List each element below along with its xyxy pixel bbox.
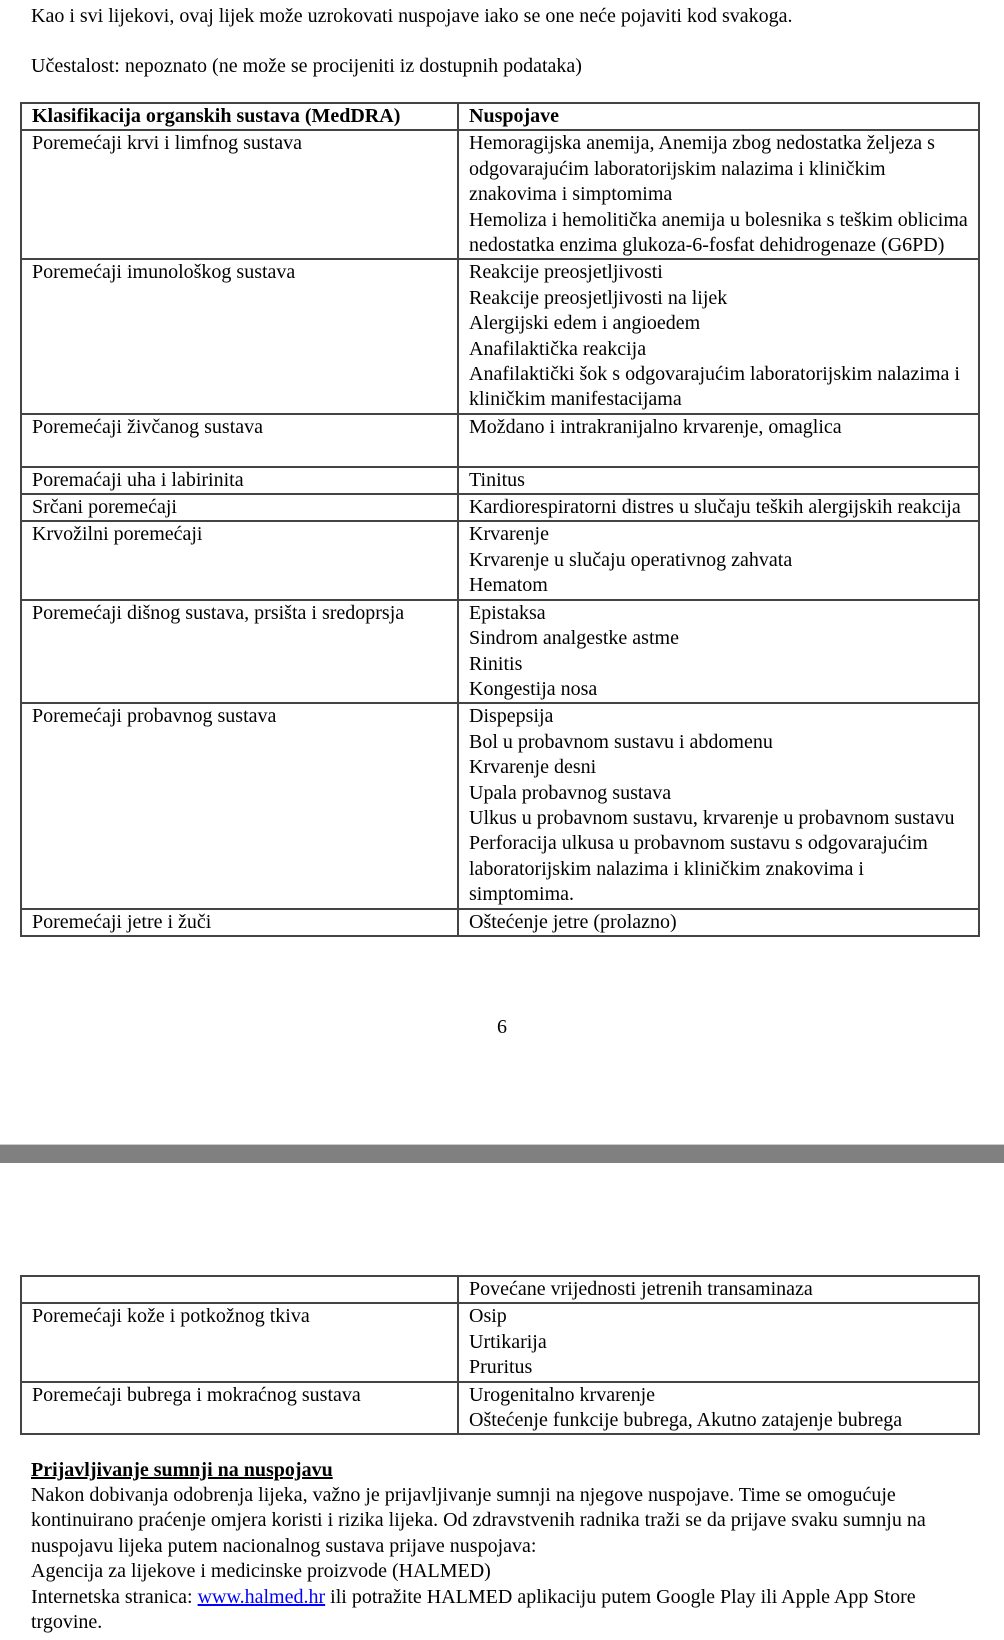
table-row xyxy=(21,259,979,413)
side-effect-item: Pruritus xyxy=(469,1356,533,1379)
table-row xyxy=(21,414,979,467)
side-effect-item: Reakcije preosjetljivosti xyxy=(469,261,663,284)
side-effect-item: Kongestija nosa xyxy=(469,677,598,700)
organ-class-cell: Poremećaji živčanog sustava xyxy=(21,414,458,467)
organ-class-cell: Krvožilni poremećaji xyxy=(21,521,458,599)
side-effect-item: Dispepsija xyxy=(469,705,554,728)
side-effect-item: Tinitus xyxy=(469,468,525,491)
organ-class-cell: Poremaćaji uha i labirinita xyxy=(21,467,458,494)
side-effects-cell xyxy=(458,1303,979,1381)
intro-text: Kao i svi lijekovi, ovaj lijek može uzrokovati nuspojave iako se one neće pojaviti kod svakoga. xyxy=(31,5,793,27)
table-header-row xyxy=(21,103,979,130)
side-effects-cell xyxy=(458,600,979,704)
organ-class-cell: Poremećaji krvi i limfnog sustava xyxy=(21,130,458,259)
side-effect-item: Urtikarija xyxy=(469,1330,547,1353)
adverse-effects-table xyxy=(20,102,980,937)
side-effects-cell xyxy=(458,467,979,494)
side-effects-cell xyxy=(458,521,979,599)
reporting-section xyxy=(31,1483,981,1635)
organ-class-cell: Poremećaji probavnog sustava xyxy=(21,703,458,908)
organ-class-cell: Poremećaji bubrega i mokraćnog sustava xyxy=(21,1382,458,1435)
side-effects-cell xyxy=(458,414,979,467)
table-row xyxy=(21,1382,979,1435)
website-suffix: ili potražite HALMED aplikaciju putem Google Play ili Apple App Store trgovine. xyxy=(31,1585,916,1634)
table-row xyxy=(21,1276,979,1303)
table-row xyxy=(21,130,979,259)
adverse-effects-table-continued xyxy=(20,1275,980,1435)
organ-class-cell: Poremećaji jetre i žuči xyxy=(21,909,458,936)
side-effect-item: Povećane vrijednosti jetrenih transaminaza xyxy=(469,1278,813,1300)
side-effect-item: Oštećenje funkcije bubrega, Akutno zatajenje bubrega xyxy=(469,1409,903,1432)
page-separator xyxy=(0,1144,1004,1163)
side-effects-cell xyxy=(458,909,979,936)
side-effect-item: Osip xyxy=(469,1305,507,1328)
side-effect-item: Kardiorespiratorni distres u slučaju teških alergijskih reakcija xyxy=(469,496,961,519)
table-row xyxy=(21,703,979,908)
table-row xyxy=(21,600,979,704)
side-effect-item: Krvarenje xyxy=(469,523,549,546)
frequency-text: Učestalost: nepoznato (ne može se procijeniti iz dostupnih podataka) xyxy=(31,55,582,77)
organ-class-cell: Poremećaji dišnog sustava, prsišta i sredoprsja xyxy=(21,600,458,704)
side-effect-item: Krvarenje desni xyxy=(469,756,597,779)
table-row xyxy=(21,1303,979,1381)
side-effects-cell xyxy=(458,494,979,521)
side-effect-item: Oštećenje jetre (prolazno) xyxy=(469,910,677,933)
side-effect-item: Anafilaktički šok s odgovarajućim laboratorijskim nalazima i kliničkim manifestacijama xyxy=(469,363,960,411)
website-line xyxy=(31,1585,981,1636)
side-effect-item: Perforacija ulkusa u probavnom sustavu s odgovarajućim laboratorijskim nalazima i kliničkim znakovima i simptomima. xyxy=(469,832,928,906)
side-effect-item: Hemoragijska anemija, Anemija zbog nedostatka željeza s odgovarajućim laboratorijskim nalazima i kliničkim znakovima i simptomima xyxy=(469,132,935,206)
side-effect-item: Hematom xyxy=(469,574,548,597)
side-effect-item: Urogenitalno krvarenje xyxy=(469,1383,656,1406)
organ-class-cell: Poremećaji imunološkog sustava xyxy=(21,259,458,413)
organ-class-cell: Srčani poremećaji xyxy=(21,494,458,521)
table-row xyxy=(21,521,979,599)
side-effects-cell xyxy=(458,1276,979,1303)
side-effect-item: Anafilaktička reakcija xyxy=(469,337,647,360)
header-organ-class: Klasifikacija organskih sustava (MedDRA) xyxy=(21,103,458,130)
organ-class-cell: Poremećaji kože i potkožnog tkiva xyxy=(21,1303,458,1381)
side-effect-item: Alergijski edem i angioedem xyxy=(469,312,701,335)
agency-name: Agencija za lijekove i medicinske proizvode (HALMED) xyxy=(31,1560,491,1583)
table-row xyxy=(21,909,979,936)
side-effect-item: Reakcije preosjetljivosti na lijek xyxy=(469,286,728,309)
reporting-paragraph: Nakon dobivanja odobrenja lijeka, važno je prijavljivanje sumnji na njegove nuspojave. Time se omogućuje kontinuirano praćenje omjera koristi i rizika lijeka. Od zdravstvenih radnika traži se da prijave svaku sumnju na nuspojavu lijeka putem nacionalnog sustava prijave nuspojava: xyxy=(31,1484,926,1557)
side-effect-item: Sindrom analgestke astme xyxy=(469,627,679,650)
website-prefix: Internetska stranica: xyxy=(31,1585,198,1608)
page-number: 6 xyxy=(497,1016,507,1038)
side-effect-item: Krvarenje u slučaju operativnog zahvata xyxy=(469,548,793,571)
side-effects-cell xyxy=(458,130,979,259)
side-effect-item: Moždano i intrakranijalno krvarenje, omaglica xyxy=(469,415,842,438)
table-row xyxy=(21,494,979,521)
halmed-link[interactable]: www.halmed.hr xyxy=(197,1585,326,1608)
side-effect-item: Epistaksa xyxy=(469,601,546,624)
side-effect-item: Ulkus u probavnom sustavu, krvarenje u probavnom sustavu xyxy=(469,806,955,829)
reporting-heading: Prijavljivanje sumnji na nuspojavu xyxy=(31,1459,333,1481)
side-effects-cell xyxy=(458,259,979,413)
side-effects-cell xyxy=(458,703,979,908)
side-effect-item: Rinitis xyxy=(469,652,523,675)
header-side-effects: Nuspojave xyxy=(458,103,979,130)
side-effects-cell xyxy=(458,1382,979,1435)
side-effect-item: Bol u probavnom sustavu i abdomenu xyxy=(469,730,773,753)
side-effect-item: Hemoliza i hemolitička anemija u bolesnika s teškim oblicima nedostatka enzima glukoza-6-fosfat dehidrogenaze (G6PD) xyxy=(469,208,968,257)
organ-class-cell xyxy=(21,1276,458,1303)
side-effect-item: Upala probavnog sustava xyxy=(469,781,672,804)
table-row xyxy=(21,467,979,494)
